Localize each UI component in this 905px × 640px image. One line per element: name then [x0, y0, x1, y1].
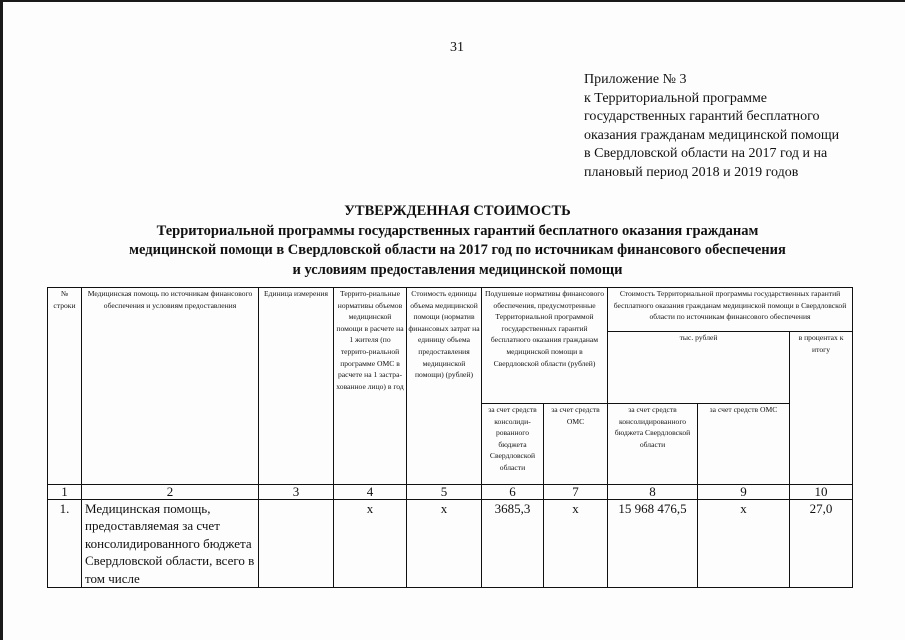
column-number: 2 — [82, 485, 259, 500]
appendix-note — [584, 71, 894, 182]
page-edge-top — [0, 0, 905, 2]
row-unit-cost: х — [407, 500, 482, 588]
document-title — [40, 202, 875, 280]
header-unit-cost: Стоимость единицы объема медицинской помощи (норматив финансовых затрат на единицу объема предоставления медицинской помощи) (рублей) — [407, 288, 482, 485]
row-cost-oms: х — [698, 500, 790, 588]
header-unit: Единица измерения — [259, 288, 334, 485]
column-number: 9 — [698, 485, 790, 500]
header-cost-oms: за счет средств ОМС — [698, 404, 790, 485]
column-number: 8 — [608, 485, 698, 500]
header-volume-norms: Террито-риальные нормативы объемов медицинской помощи в расчете на 1 жителя (по террито-риальной программе ОМС в расчете на 1 застра-хованное лицо) в год — [334, 288, 407, 485]
column-number: 4 — [334, 485, 407, 500]
column-number: 5 — [407, 485, 482, 500]
row-percent: 27,0 — [790, 500, 853, 588]
column-number: 3 — [259, 485, 334, 500]
column-number: 1 — [48, 485, 82, 500]
header-percent-total: в процентах к итогу — [790, 332, 853, 485]
header-per-capita: Подушевые нормативы финансового обеспечения, предусмотренные Территориальной программой государственных гарантий бесплатного оказания гражданам медицинской помощи в Свердловской области (рублей) — [482, 288, 608, 404]
column-number: 7 — [544, 485, 608, 500]
appendix-line: к Территориальной программе — [584, 90, 768, 106]
row-number: 1. — [48, 500, 82, 588]
header-pc-oms: за счет средств ОМС — [544, 404, 608, 485]
header-cost-budget: за счет средств консолидированного бюджета Свердловской области — [608, 404, 698, 485]
cost-table — [47, 287, 853, 588]
row-description: Медицинская помощь, предоставляемая за счет консолидированного бюджета Свердловской области, всего в том числе — [82, 500, 259, 588]
row-pc-budget: 3685,3 — [482, 500, 544, 588]
title-line: медицинской помощи в Свердловской области на 2017 год по источникам финансового обеспечения — [129, 242, 786, 258]
row-volume: х — [334, 500, 407, 588]
row-pc-oms: х — [544, 500, 608, 588]
header-thousand-rub: тыс. рублей — [608, 332, 790, 404]
header-program-cost: Стоимость Территориальной программы государственных гарантий бесплатного оказания гражданам медицинской помощи в Свердловской области по источникам финансового обеспечения — [608, 288, 853, 332]
table-row — [48, 500, 853, 588]
page-number: 31 — [450, 40, 464, 55]
row-unit — [259, 500, 334, 588]
header-medical-care: Медицинская помощь по источникам финансового обеспечения и условиям предоставления — [82, 288, 259, 485]
appendix-line: в Свердловской области на 2017 год и на — [584, 146, 828, 161]
appendix-line: государственных гарантий бесплатного — [584, 109, 820, 124]
appendix-line: Приложение № 3 — [584, 72, 687, 87]
column-number-row — [48, 485, 853, 500]
column-number: 6 — [482, 485, 544, 500]
column-number: 10 — [790, 485, 853, 500]
header-pc-budget: за счет средств консолиди-рованного бюджета Свердловской области — [482, 404, 544, 485]
header-row-no: № строки — [48, 288, 82, 485]
appendix-line: оказания гражданам медицинской помощи — [584, 127, 840, 143]
header-row — [48, 288, 853, 332]
title-line: Территориальной программы государственных гарантий бесплатного оказания гражданам — [156, 222, 759, 239]
page-edge-left — [0, 0, 3, 640]
title-line: и условиям предоставления медицинской помощи — [292, 261, 623, 278]
appendix-line: плановый период 2018 и 2019 годов — [584, 164, 799, 180]
row-cost-budget: 15 968 476,5 — [608, 500, 698, 588]
title-line: УТВЕРЖДЕННАЯ СТОИМОСТЬ — [344, 203, 571, 219]
